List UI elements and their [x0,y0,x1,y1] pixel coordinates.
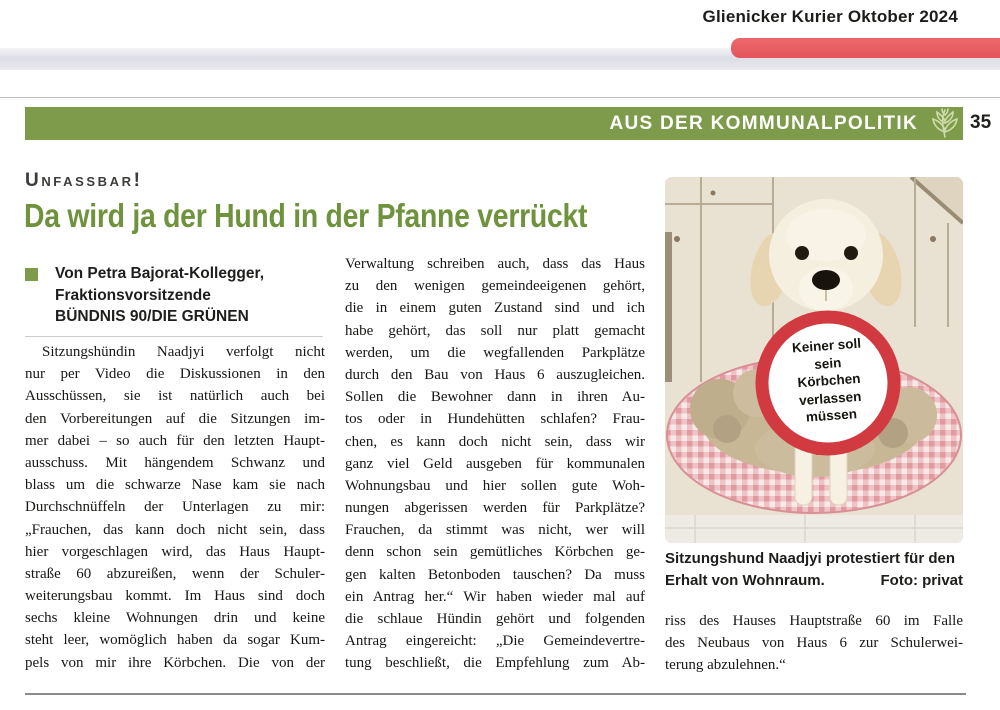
text-line: sein [813,354,842,372]
text-line: Keiner soll [791,335,862,356]
text-line: Wohnungsbau und hier sollen gute Woh- [345,477,645,494]
text-line: tos oder in Hundehütten schlafen? Frau- [345,411,645,428]
protest-sign-text [765,333,893,429]
text-line: BÜNDNIS 90/DIE GRÜNEN [55,308,249,325]
text-line: riss des Hauses Hauptstraße 60 im Falle [665,613,963,629]
text-line: zu den wenigen gemeindeeigenen gehört, [345,278,645,295]
text-line: durch den Bau von Haus 6 auszugleichen. [345,366,645,383]
bottom-rule [25,693,966,695]
text-line: Antrag eingereicht: „Die Gemeindevertre- [345,633,645,650]
section-top-hairline [0,97,1000,98]
byline-divider-rule [25,336,323,337]
byline-square-marker [25,268,38,281]
photo-caption [665,548,963,591]
text-line: chen, es kann doch nicht sein, dass wir [345,433,645,450]
text-line: ausschuss. Mit hängendem Schwanz und [25,454,325,471]
text-line: sechs kleine Wohnungen drin und keine [25,610,325,627]
text-line: „Frauchen, das kann doch nicht sein, dass [25,521,325,538]
text-line: Verwaltung schreiben auch, dass das Haus [345,256,645,272]
text-line: straße 60 abzureißen, wenn der Schuler- [25,565,325,582]
text-line: ganz viel Geld ausgeben für kommunalen [345,455,645,472]
caption-line-1: Sitzungshund Naadjyi protestiert für den [665,550,956,567]
text-line: ein Antrag her.“ Wir haben wieder mal auf [345,588,645,605]
text-line: mer dabei – so auch für den letzten Haupt- [25,432,325,449]
text-line: terung abzulehnen.“ [665,657,786,674]
article-column-3 [665,610,963,677]
article-column-1 [25,341,325,674]
red-accent-bar [731,38,1000,58]
text-line: habe gehört, das soll nur platt gemacht [345,322,645,339]
text-line: des Neubaus von Haus 6 zur Schulerwei- [665,635,963,652]
masthead: Glienicker Kurier Oktober 2024 [702,7,958,26]
text-line: Durchschnüffeln der Unterlagen zu mir: [25,499,325,516]
text-line: verlassen [798,388,862,408]
leaf-emblem-icon [928,108,962,139]
section-header-bar [25,107,963,140]
text-line: Von Petra Bajorat-Kollegger, [55,265,265,282]
text-line: nur per Video die Diskussionen in den [25,366,325,383]
article-kicker: Unfassbar! [25,170,143,191]
text-line: den Vorbereitungen auf die Sitzungen im- [25,410,325,427]
text-line: tung beschließt, die Empfehlung zum Ab- [345,655,645,672]
text-line: müssen [805,406,858,426]
text-line: Frauchen, da stimmt was nicht, wer will [345,522,645,539]
caption-line-2: Erhalt von Wohnraum. [665,571,825,589]
section-title: AUS DER KOMMUNALPOLITIK [609,112,918,134]
text-line: nungen abgerissen werden für Parkplätze? [345,500,645,517]
article-column-2 [345,253,645,675]
text-line: Ausschüssen, sie ist natürlich auch bei [25,388,325,405]
text-line: Körbchen [797,371,861,391]
text-line: pels von mir ihre Körbchen. Die von der [25,654,325,671]
article-photo [665,177,963,543]
byline [55,263,325,328]
text-line: die in einem guten Zustand sind und ich [345,300,645,317]
text-line: blass um die schwarze Nase kam sie nach [25,477,325,494]
text-line: Sollen die Bewohner dann in ihren Au- [345,389,645,406]
text-line: Sitzungshündin Naadjyi verfolgt nicht [42,344,325,360]
text-line: werden, um die wegfallenden Parkplätze [345,344,645,361]
text-line: Fraktionsvorsitzende [55,286,211,304]
photo-credit: Foto: privat [880,571,963,589]
text-line: gen kalten Betonboden tauschen? Da muss [345,566,645,583]
text-line: weiterungsbau kommt. Im Haus sind doch [25,588,325,605]
text-line: hier vorgeschlagen wird, das Haus Haupt- [25,543,325,560]
text-line: denn schon sein gemütliches Körbchen ge- [345,544,645,561]
page-number: 35 [970,112,992,133]
text-line: die schlaue Hündin gehört und folgenden [345,611,645,627]
article-headline: Da wird ja der Hund in der Pfanne verrückt [24,197,588,234]
text-line: steht leer, womöglich haben da sogar Kum- [25,632,325,649]
